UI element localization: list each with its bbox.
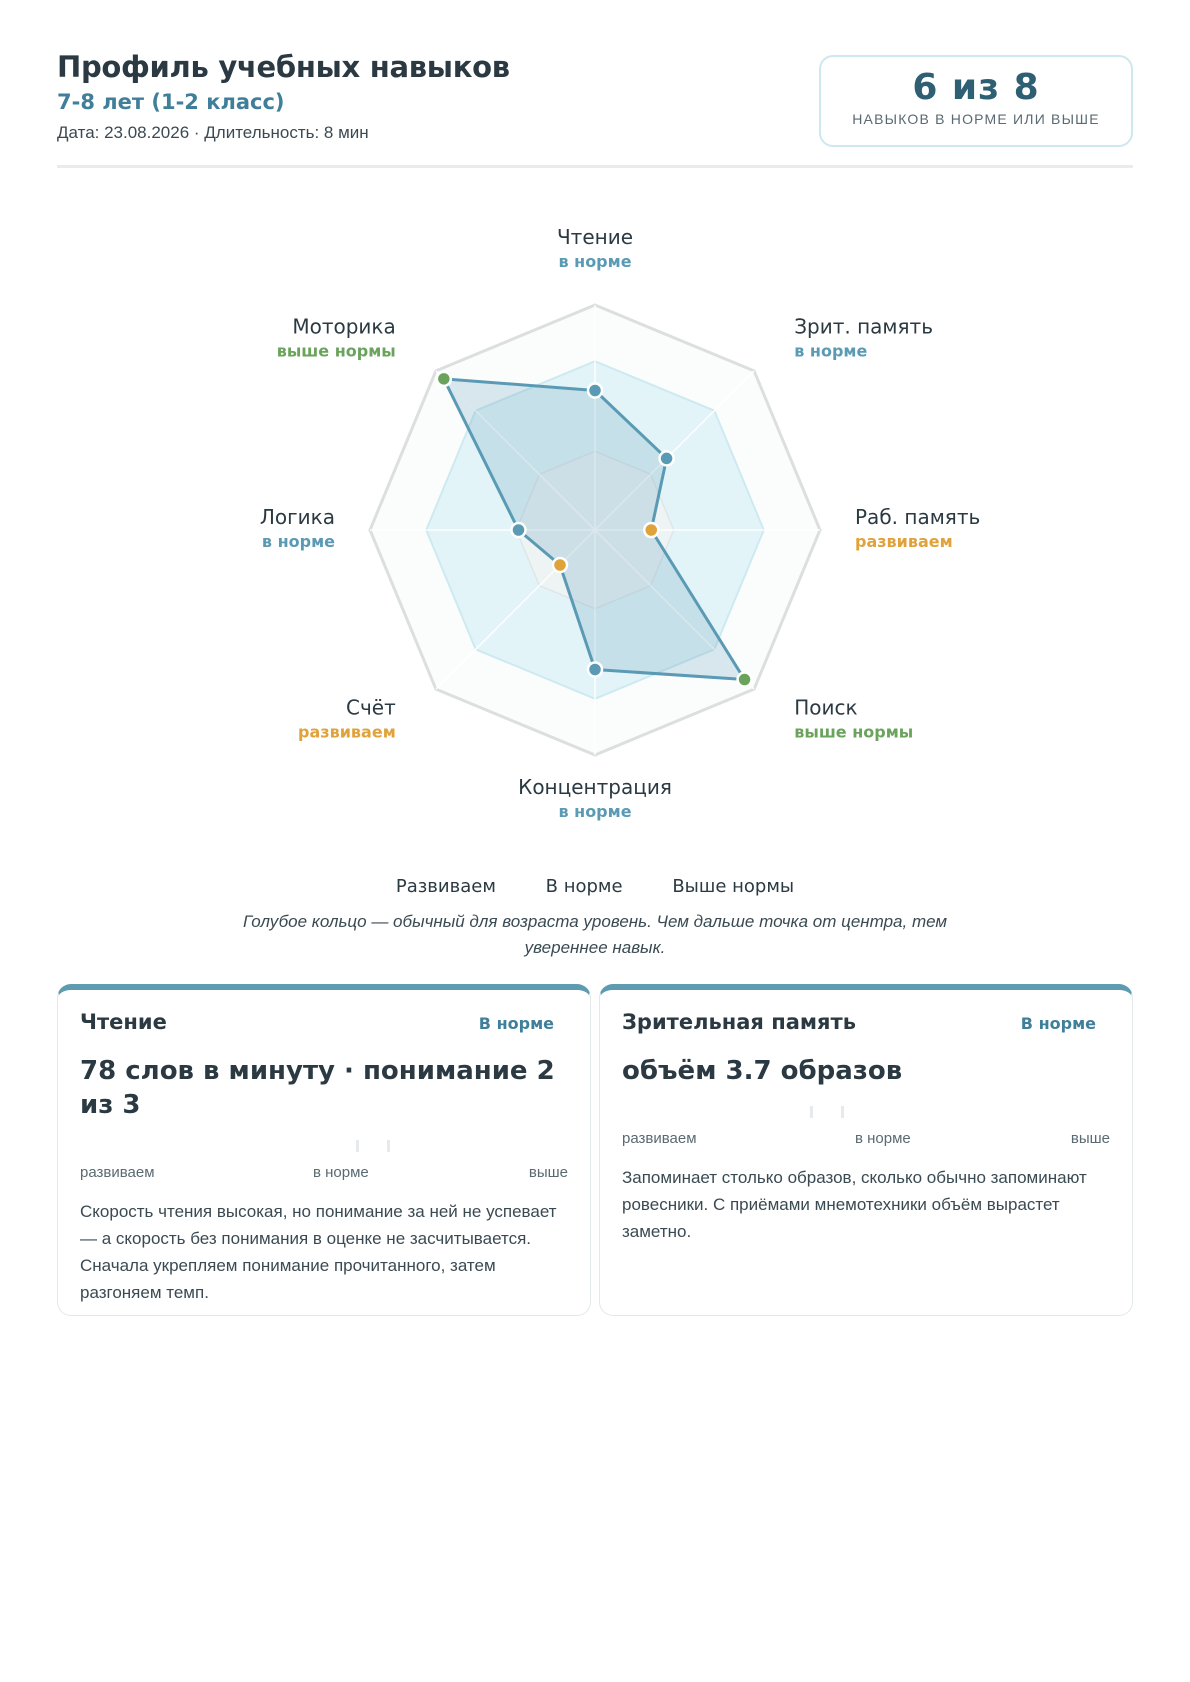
- legend-item-above: Выше нормы: [672, 876, 795, 897]
- scale-marker: [810, 1106, 844, 1118]
- axis-status: развиваем: [298, 722, 396, 742]
- summary-box: [819, 55, 1133, 147]
- data-point: [437, 372, 451, 386]
- scale-label-mid: в норме: [313, 1164, 369, 1181]
- status-badge: В норме: [478, 1014, 554, 1033]
- data-point: [512, 523, 526, 537]
- legend-item-norm: В норме: [545, 876, 623, 897]
- card-description: Запоминает столько образов, сколько обычно запоминают ровесники. С приёмами мнемотехники объём вырастет заметно.: [622, 1168, 1087, 1241]
- axis-status: в норме: [558, 252, 632, 271]
- data-point: [588, 384, 602, 398]
- card-metric: 78 слов в минуту · понимание 2 из 3: [80, 1056, 555, 1120]
- card-metric: объём 3.7 образов: [622, 1056, 903, 1086]
- scale-label-low: развиваем: [622, 1130, 697, 1147]
- data-point: [738, 673, 752, 687]
- axis-label: Поиск: [794, 695, 858, 720]
- axis-status: в норме: [558, 802, 632, 821]
- axis-label: Логика: [259, 505, 335, 529]
- data-point: [644, 523, 658, 537]
- session-meta: Дата: 23.08.2026 · Длительность: 8 мин: [57, 123, 369, 142]
- scale-label-high: выше: [528, 1164, 568, 1181]
- chart-legend: [0, 876, 1190, 897]
- card-description: Скорость чтения высокая, но понимание за ней не успевает — а скорость без понимания в оценке не засчитывается. Сначала укрепляем понимание прочитанного, затем разгоняем темп.: [80, 1202, 557, 1302]
- axis-label: Зрит. память: [794, 314, 934, 339]
- page-title: Профиль учебных навыков: [57, 50, 510, 84]
- axis-status: выше нормы: [794, 722, 914, 742]
- axis-label: Концентрация: [518, 775, 672, 799]
- axis-label: Чтение: [556, 225, 634, 249]
- legend-item-develop: Развиваем: [395, 876, 496, 897]
- skills-radar-chart: [0, 200, 1190, 860]
- data-point: [588, 663, 602, 677]
- card-title: Чтение: [80, 1010, 167, 1034]
- data-point: [660, 451, 674, 465]
- scale-label-mid: в норме: [855, 1130, 911, 1147]
- axis-label: Счёт: [346, 695, 396, 720]
- skill-card-visual-memory: [599, 984, 1133, 1316]
- level-scale: [622, 1106, 1110, 1150]
- level-scale: [80, 1140, 568, 1184]
- status-badge: В норме: [1020, 1014, 1096, 1033]
- scale-marker: [356, 1140, 390, 1152]
- axis-status: выше нормы: [276, 341, 396, 361]
- axis-label: Моторика: [292, 314, 396, 339]
- age-group: 7-8 лет (1-2 класс): [57, 90, 285, 114]
- skill-card-reading: [57, 984, 591, 1316]
- axis-status: в норме: [261, 532, 335, 551]
- axis-status: в норме: [794, 341, 868, 361]
- report-header: [57, 50, 1133, 168]
- scale-label-high: выше: [1070, 1130, 1110, 1147]
- chart-note: Голубое кольцо — обычный для возраста уровень. Чем дальше точка от центра, тем увереннее навык.: [242, 912, 948, 957]
- summary-label: НАВЫКОВ В НОРМЕ ИЛИ ВЫШЕ: [852, 111, 1100, 127]
- scale-label-low: развиваем: [80, 1164, 155, 1181]
- data-point: [553, 558, 567, 572]
- axis-status: развиваем: [855, 532, 953, 551]
- axis-label: Раб. память: [855, 505, 981, 529]
- summary-value: 6 из 8: [912, 67, 1040, 108]
- card-title: Зрительная память: [622, 1010, 856, 1034]
